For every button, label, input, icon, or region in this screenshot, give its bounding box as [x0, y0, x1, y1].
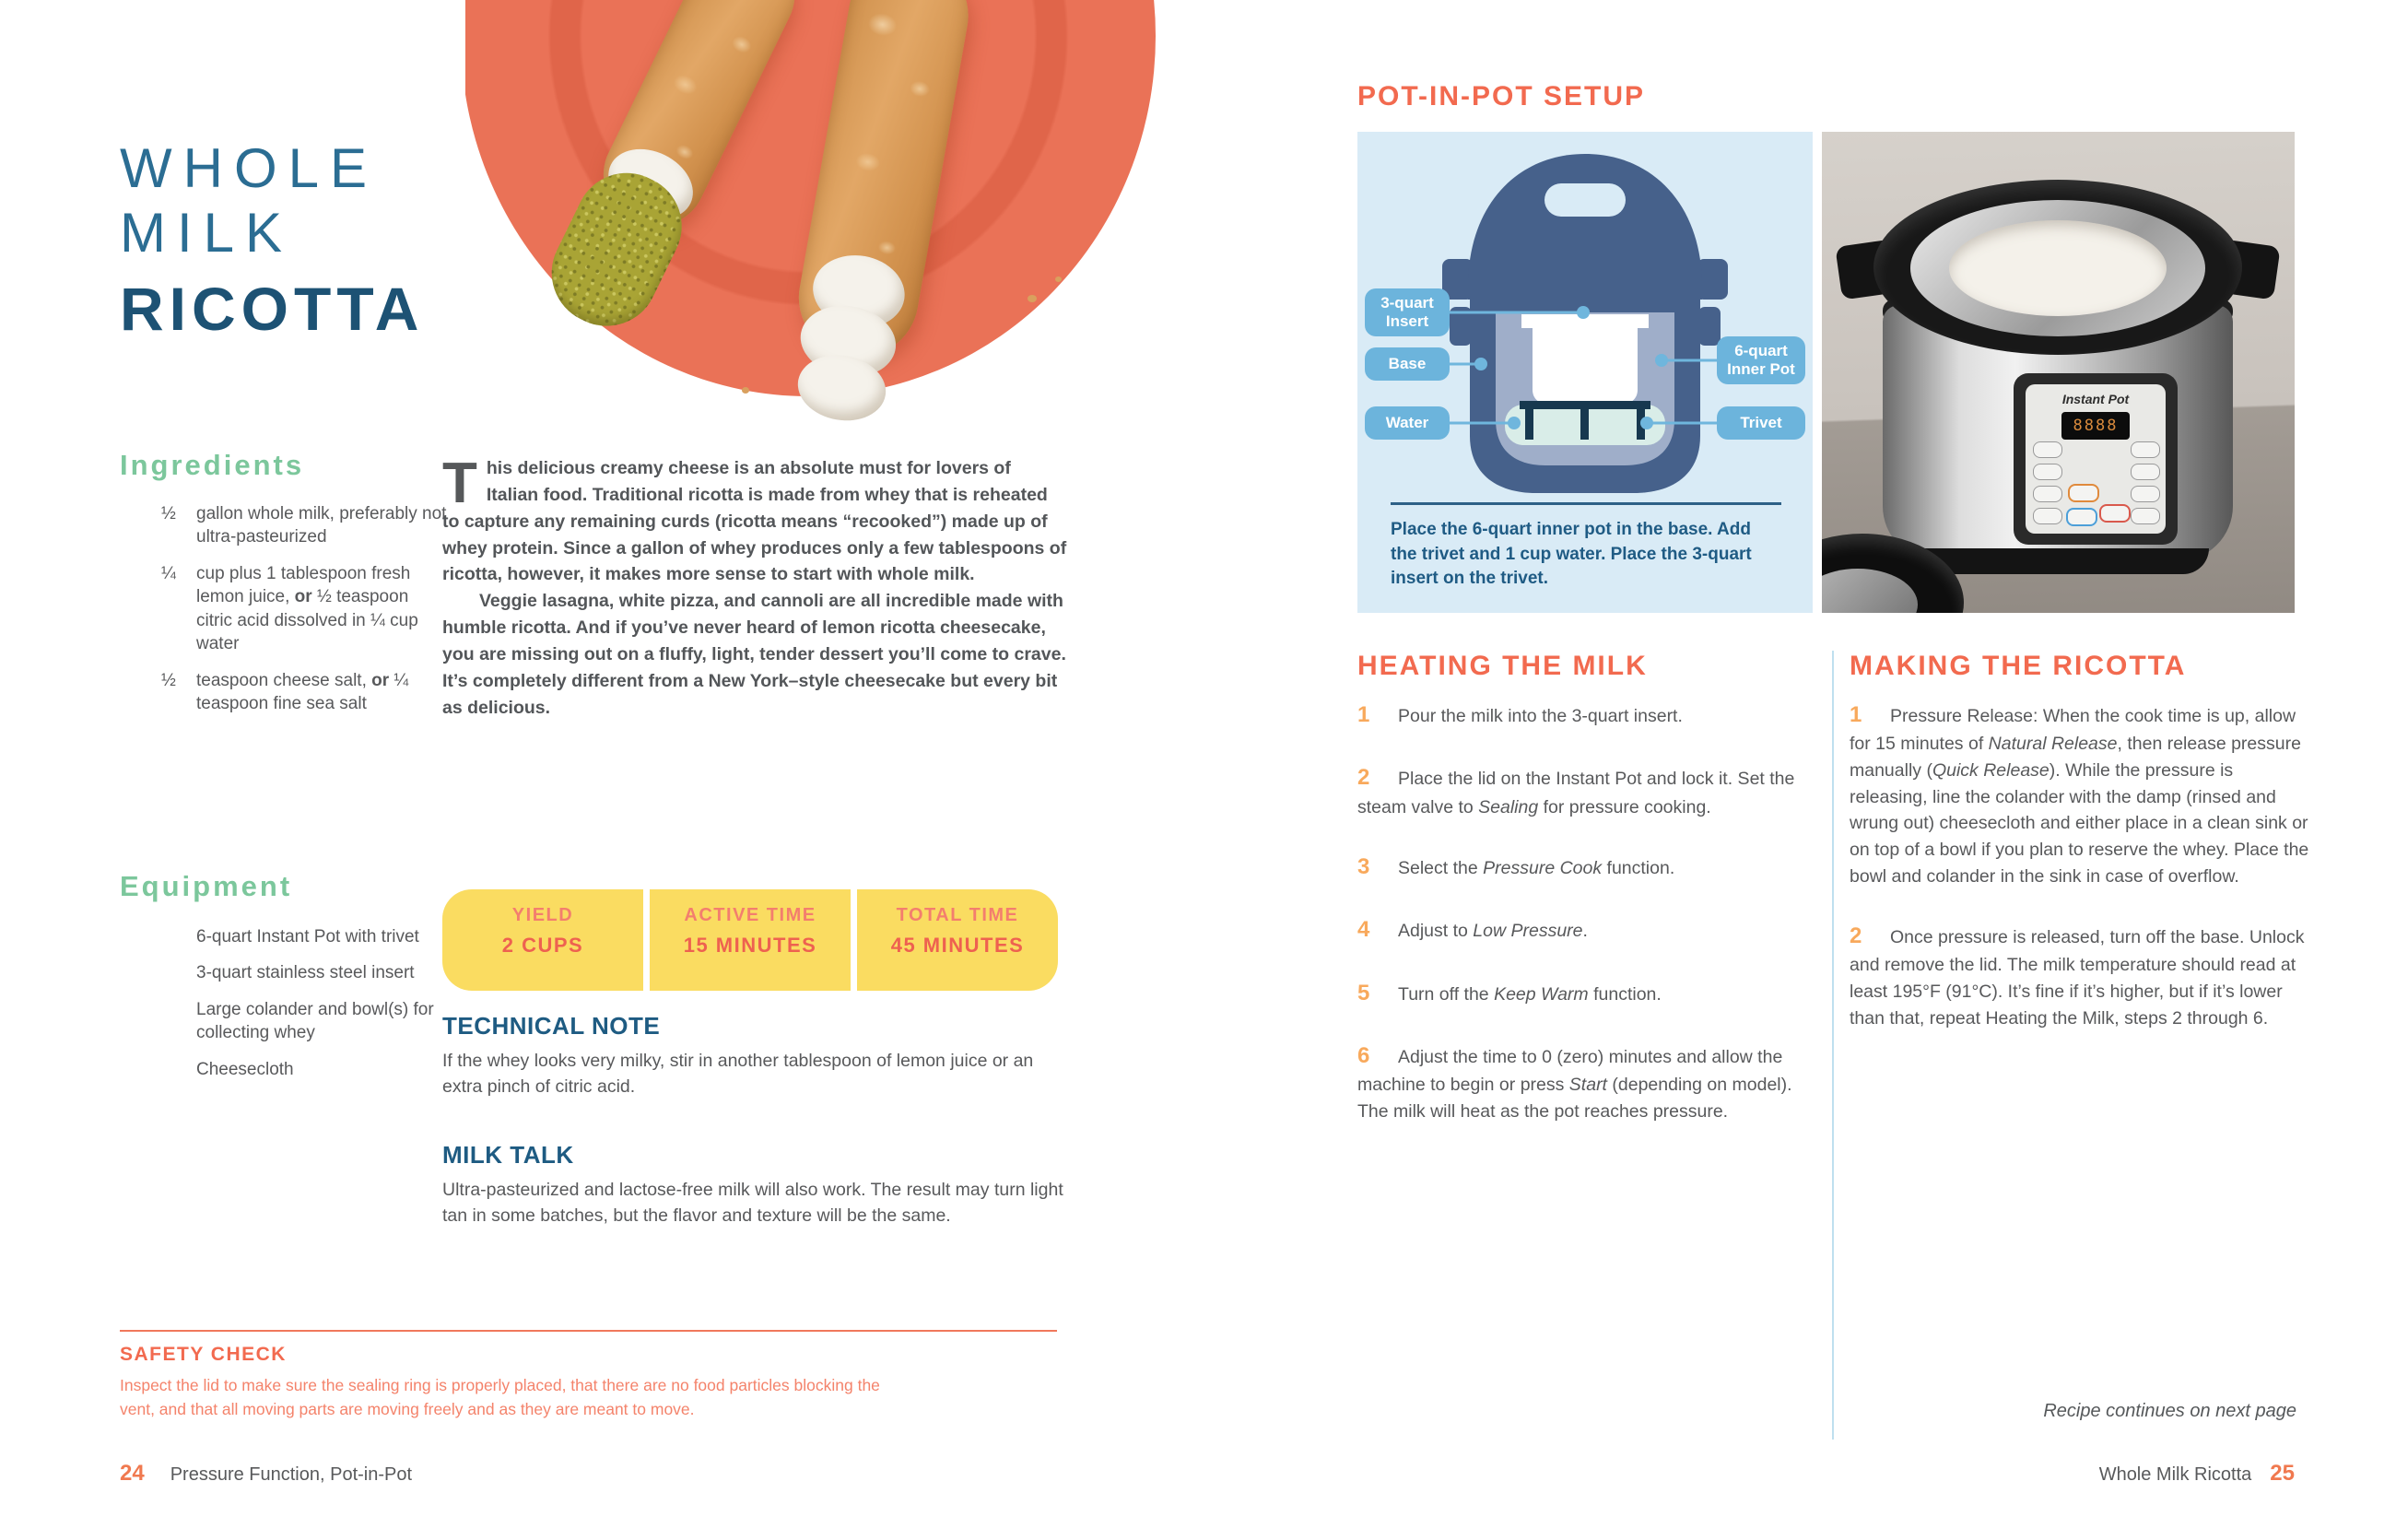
title-line-2: MILK	[120, 201, 294, 264]
page-number-left: 24	[120, 1461, 145, 1486]
bold-term: or	[371, 670, 390, 690]
brand-label: Instant Pot	[2061, 392, 2130, 406]
text-run: for pressure cooking.	[1538, 796, 1711, 817]
milk-in-pot	[1949, 220, 2167, 316]
safety-check-heading: SAFETY CHECK	[120, 1344, 287, 1365]
step-number: 2	[1357, 765, 1370, 791]
pot-button	[2033, 486, 2062, 502]
ingredients-heading: Ingredients	[120, 449, 305, 481]
ingredients-list	[120, 502, 447, 716]
ingredient-quantity: ½	[161, 670, 176, 690]
text-run: Pour the milk into the 3-quart insert.	[1398, 706, 1683, 726]
italic-term: Start	[1568, 1075, 1607, 1096]
text-run: ½ teaspoon citric acid dissolved in ¼ cup water	[196, 587, 418, 654]
ingredients-section	[120, 449, 447, 729]
stat-value: 45 MINUTES	[890, 934, 1025, 957]
text-run: .	[1582, 921, 1588, 942]
pot-button	[2131, 441, 2160, 458]
diagram-label-chip: Water	[1365, 406, 1450, 440]
chapter-label: Pressure Function, Pot-in-Pot	[170, 1464, 413, 1485]
crumb	[1028, 295, 1037, 302]
recipe-step	[1850, 920, 2315, 1031]
page-number-right: 25	[2270, 1461, 2295, 1486]
technical-note-body: If the whey looks very milky, stir in another tablespoon of lemon juice or an extra pinch of citric acid.	[442, 1051, 1034, 1098]
title-line-1: WHOLE	[120, 137, 379, 199]
recipe-stats	[442, 889, 1058, 991]
instant-pot-photo	[1822, 132, 2295, 613]
bold-term: or	[294, 587, 312, 607]
step-number: 1	[1850, 702, 1862, 727]
recipe-step	[1357, 913, 1820, 946]
stat-label: TOTAL TIME	[896, 905, 1019, 925]
italic-term: Low Pressure	[1473, 921, 1583, 942]
text-run: Place the lid on the Instant Pot and lock it. Set the steam valve to	[1357, 769, 1795, 817]
milk-talk-heading: MILK TALK	[442, 1141, 574, 1169]
pot-button	[2131, 486, 2160, 502]
italic-term: Sealing	[1478, 796, 1539, 817]
text-run: cup plus 1 tablespoon fresh lemon juice,	[196, 563, 411, 607]
ingredient-item	[161, 502, 447, 549]
stat-box	[442, 889, 643, 991]
stat-box	[650, 889, 851, 991]
pot-button	[2131, 464, 2160, 480]
equipment-heading: Equipment	[120, 870, 293, 902]
text-run: function.	[1588, 983, 1662, 1005]
lcd-display: 8888	[2061, 412, 2130, 440]
recipe-name-label: Whole Milk Ricotta	[2098, 1464, 2252, 1485]
text-run: Pressure Release: When the cook time is up, allow for 15 minutes of	[1850, 706, 2296, 755]
text-run: , then release pressure manually (	[1850, 734, 2301, 781]
caption-rule	[1391, 502, 1781, 505]
ingredient-text	[196, 502, 447, 549]
italic-term: Quick Release	[1932, 759, 2050, 781]
recipe-step	[1357, 761, 1820, 820]
equipment-section	[120, 870, 447, 1094]
making-steps	[1850, 699, 2315, 1031]
italic-term: Pressure Cook	[1483, 858, 1603, 879]
recipe-title	[120, 136, 424, 345]
italic-term: Natural Release	[1988, 734, 2118, 755]
step-number: 4	[1357, 917, 1370, 943]
ingredient-item	[161, 562, 447, 656]
pressure-level-button	[2068, 484, 2099, 502]
text-run: Once pressure is released, turn off the base. Unlock and remove the lid. The milk temperature should read at least 195°F (91°C). It’s fine if it’s higher, but if it’s lower than that, repeat Heating the Milk, steps 2 through 6.	[1850, 927, 2305, 1029]
crumb	[742, 387, 749, 394]
control-panel	[2014, 373, 2178, 545]
intro-paragraph-1: his delicious creamy cheese is an absolute must for lovers of Italian food. Traditional ricotta is made from whey that is reheated to capture any remaining curds (ricotta means “recooked”) made up of whey protein. Since a gallon of whey produces only a few tablespoons of ricotta, however, it makes more sense to start with whole milk.	[442, 458, 1067, 585]
recipe-step	[1850, 699, 2315, 889]
safety-check-section	[120, 1344, 885, 1422]
text-run: function.	[1602, 858, 1675, 879]
step-number: 1	[1357, 702, 1370, 727]
column-divider	[1832, 651, 1834, 1440]
technical-note-section	[442, 1012, 1067, 1100]
delay-start-button	[2066, 508, 2097, 526]
footer-left	[120, 1461, 412, 1487]
drop-cap: T	[442, 452, 477, 515]
stat-value: 15 MINUTES	[683, 934, 817, 957]
heating-steps	[1357, 699, 1820, 1125]
milk-talk-body: Ultra-pasteurized and lactose-free milk will also work. The result may turn light tan in some batches, but the flavor and texture will be the same.	[442, 1180, 1063, 1227]
text-run: ¼ teaspoon fine sea salt	[196, 670, 409, 714]
safety-divider	[120, 1330, 1057, 1332]
diagram-label-chip: Base	[1365, 347, 1450, 381]
cannoli-photo	[465, 0, 1180, 433]
equipment-item: Large colander and bowl(s) for collecting whey	[196, 999, 434, 1043]
recipe-step	[1357, 699, 1820, 731]
milk-talk-section	[442, 1141, 1067, 1229]
equipment-list	[120, 925, 447, 1081]
diagram-label-chip: 3-quart Insert	[1365, 288, 1450, 336]
technical-note-heading: TECHNICAL NOTE	[442, 1012, 661, 1040]
recipe-step	[1357, 1040, 1820, 1125]
ingredient-text	[196, 562, 447, 656]
equipment-item: Cheesecloth	[196, 1059, 294, 1079]
pot-in-pot-diagram	[1357, 132, 1813, 613]
safety-check-body: Inspect the lid to make sure the sealing ring is properly placed, that there are no food particles blocking the vent, and that all moving parts are moving freely and as they are meant to move.	[120, 1376, 880, 1419]
equipment-item: 6-quart Instant Pot with trivet	[196, 927, 419, 946]
equipment-item: 3-quart stainless steel insert	[196, 963, 415, 983]
making-the-ricotta-section	[1850, 651, 2315, 1062]
text-run: gallon whole milk, preferably not ultra-pasteurized	[196, 504, 447, 547]
text-run: teaspoon cheese salt,	[196, 670, 372, 690]
text-run: Adjust to	[1398, 921, 1474, 942]
step-number: 6	[1357, 1042, 1370, 1068]
diagram-label-chip: 6-quart Inner Pot	[1717, 336, 1805, 384]
stat-value: 2 CUPS	[501, 934, 584, 957]
stat-label: ACTIVE TIME	[684, 905, 816, 925]
stat-label: YIELD	[511, 905, 574, 925]
text-run: Select the	[1398, 858, 1484, 879]
ingredient-item	[161, 669, 447, 716]
text-run: (depending on model). The milk will heat as the pot reaches pressure.	[1357, 1075, 1792, 1122]
title-line-3: RICOTTA	[120, 275, 425, 344]
caption-text: Place the 6-quart inner pot in the base. Add the trivet and 1 cup water. Place the 3-quart insert on the trivet.	[1391, 520, 1752, 589]
recipe-step	[1357, 851, 1820, 883]
intro-paragraph-2: Veggie lasagna, white pizza, and cannoli are all incredible made with humble ricotta. And if you’ve never heard of lemon ricotta cheesecake, you are missing out on a fluffy, light, tender dessert you’ll come to crave. It’s completely different from a New York–style cheesecake but every bit as delicious.	[442, 591, 1066, 718]
recipe-step	[1357, 977, 1820, 1009]
pot-button	[2131, 508, 2160, 524]
text-run: Adjust the time to 0 (zero) minutes and allow the machine to begin or press	[1357, 1046, 1783, 1096]
pot-button	[2033, 464, 2062, 480]
crumb	[1055, 276, 1062, 282]
ingredient-quantity: ½	[161, 504, 176, 523]
diagram-caption	[1391, 502, 1781, 592]
step-number: 2	[1850, 923, 1862, 949]
recipe-continues-note: Recipe continues on next page	[2043, 1401, 2296, 1421]
heating-the-milk-section	[1357, 651, 1820, 1156]
intro-text	[442, 452, 1067, 722]
ingredient-quantity: ¼	[161, 563, 176, 583]
italic-term: Keep Warm	[1494, 983, 1589, 1005]
ingredient-text	[196, 669, 447, 716]
step-number: 5	[1357, 980, 1370, 1005]
pot-button	[2033, 508, 2062, 524]
stat-box	[857, 889, 1058, 991]
cancel-button-graphic	[2099, 504, 2131, 523]
setup-heading: POT-IN-POT SETUP	[1357, 81, 1646, 112]
footer-right	[2099, 1461, 2295, 1487]
text-run: Turn off the	[1398, 983, 1495, 1005]
making-heading: MAKING THE RICOTTA	[1850, 651, 2187, 681]
text-run: ). While the pressure is releasing, line the colander with the damp (rinsed and wrung out) cheesecloth and either place in a clean sink or on top of a bowl if you plan to reserve the whey. Place the bowl and colander in the sink in case of overflow.	[1850, 759, 2309, 887]
pot-button	[2033, 441, 2062, 458]
diagram-label-chip: Trivet	[1717, 406, 1805, 440]
heating-heading: HEATING THE MILK	[1357, 651, 1648, 681]
step-number: 3	[1357, 854, 1370, 880]
foreground-lid-inner	[1822, 569, 1918, 613]
control-panel-face	[2026, 384, 2166, 534]
